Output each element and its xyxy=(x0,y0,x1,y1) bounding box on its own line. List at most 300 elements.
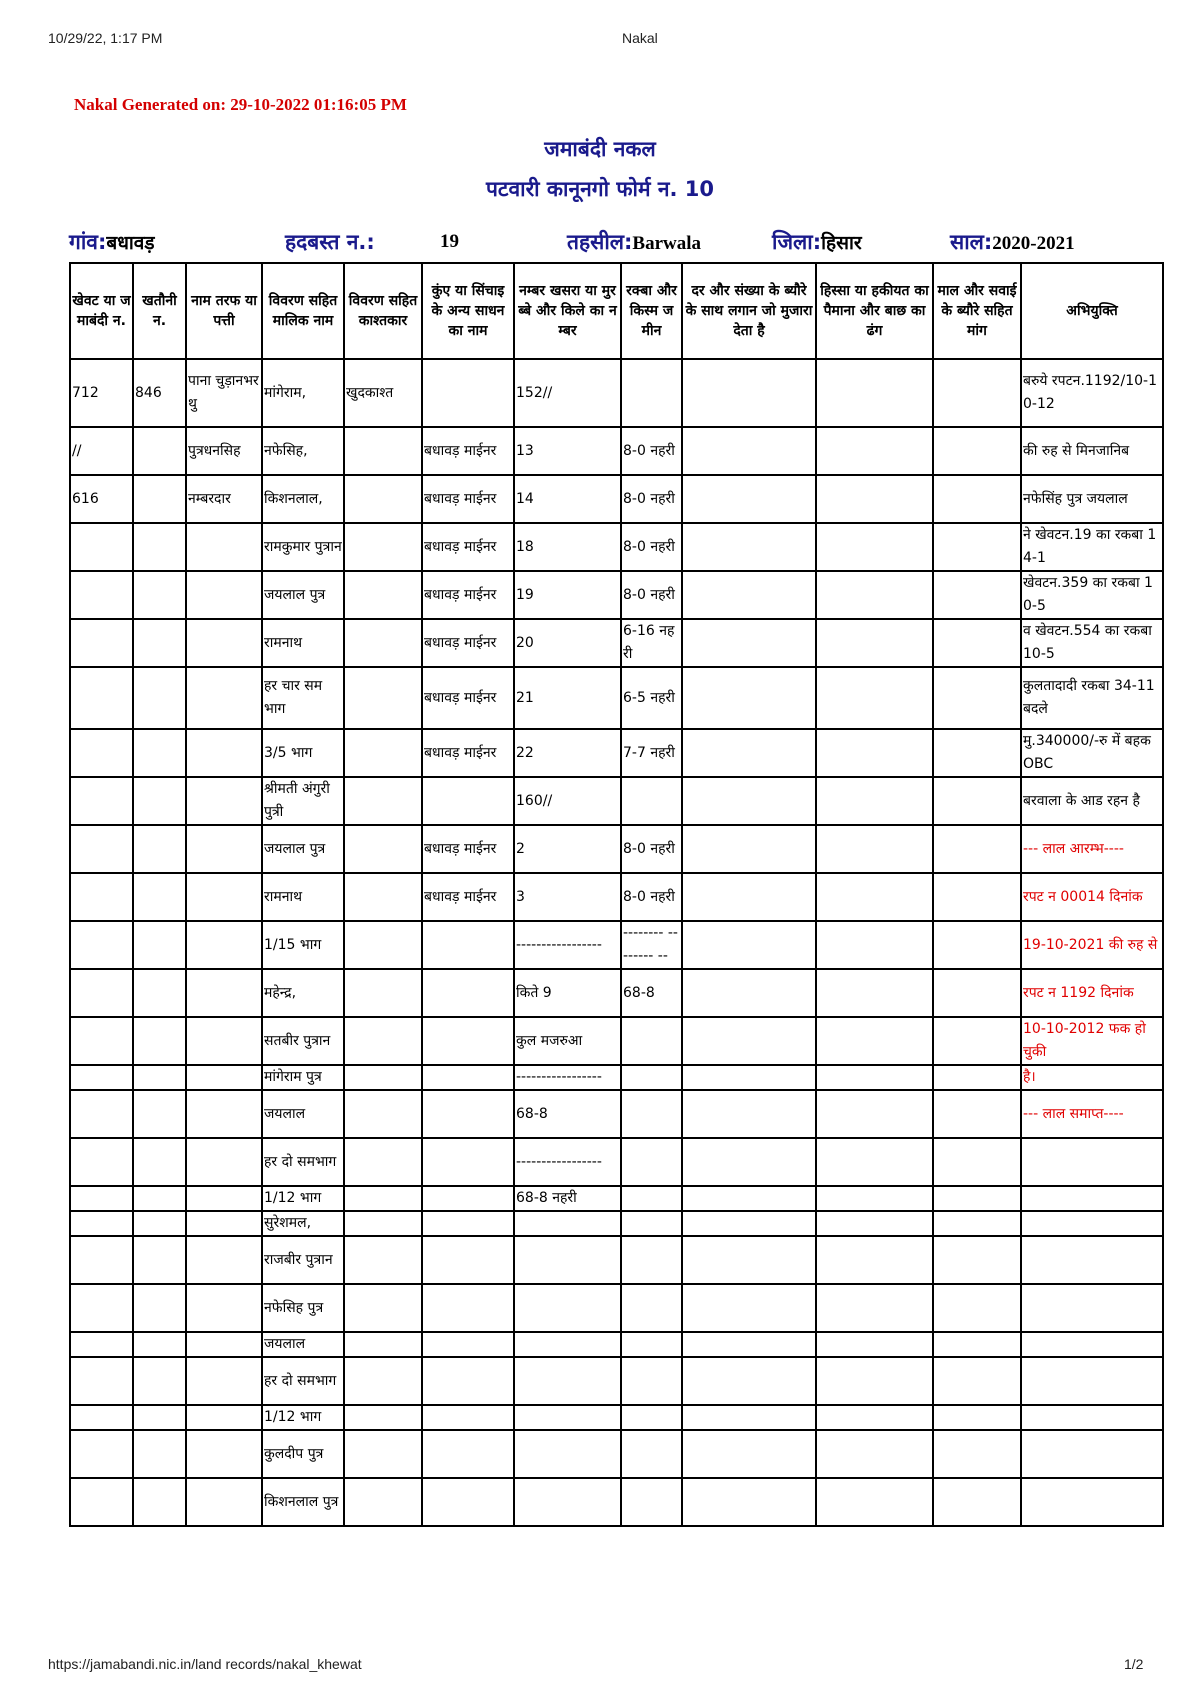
table-row xyxy=(70,359,1163,427)
year-field xyxy=(950,228,1075,256)
table-cell xyxy=(514,1211,621,1236)
table-cell xyxy=(133,1211,186,1236)
table-cell xyxy=(70,873,133,921)
table-row xyxy=(70,1357,1163,1405)
table-row xyxy=(70,1478,1163,1526)
table-cell xyxy=(933,1405,1021,1430)
table-cell xyxy=(422,1138,514,1186)
table-cell xyxy=(816,571,933,619)
table-cell: 712 xyxy=(70,359,133,427)
table-cell xyxy=(133,1065,186,1090)
table-cell: 8-0 नहरी xyxy=(621,475,682,523)
table-cell xyxy=(682,969,816,1017)
table-cell xyxy=(816,873,933,921)
table-cell xyxy=(933,1430,1021,1478)
table-cell xyxy=(70,921,133,969)
column-header: विवरण सहित काश्तकार xyxy=(344,263,422,359)
table-cell: 3/5 भाग xyxy=(262,729,344,777)
table-cell: बधावड़ माईनर xyxy=(422,825,514,873)
table-cell xyxy=(933,1478,1021,1526)
table-cell xyxy=(682,427,816,475)
table-cell: महेन्द्र, xyxy=(262,969,344,1017)
table-cell xyxy=(133,1090,186,1138)
table-cell xyxy=(621,1405,682,1430)
table-cell xyxy=(70,1478,133,1526)
tehsil-field xyxy=(567,228,701,256)
column-header: कुंए या सिंचाइ के अन्य साधन का नाम xyxy=(422,263,514,359)
table-cell: 8-0 नहरी xyxy=(621,825,682,873)
table-cell xyxy=(133,1138,186,1186)
table-cell: कुलदीप पुत्र xyxy=(262,1430,344,1478)
table-cell xyxy=(344,1090,422,1138)
table-cell: है। xyxy=(1021,1065,1163,1090)
table-cell: 68-8 xyxy=(514,1090,621,1138)
generated-timestamp: Nakal Generated on: 29-10-2022 01:16:05 PM xyxy=(74,95,407,114)
table-cell xyxy=(514,1284,621,1332)
village-field xyxy=(69,228,155,256)
table-row xyxy=(70,1065,1163,1090)
table-cell xyxy=(933,825,1021,873)
table-cell xyxy=(186,1478,262,1526)
table-cell xyxy=(933,777,1021,825)
table-cell xyxy=(682,1065,816,1090)
table-cell xyxy=(682,667,816,729)
column-header: नम्बर खसरा या मुरब्बे और किले का नम्बर xyxy=(514,263,621,359)
table-cell xyxy=(682,523,816,571)
table-cell: जयलाल xyxy=(262,1090,344,1138)
table-cell: 616 xyxy=(70,475,133,523)
hadbast-field xyxy=(285,228,375,256)
table-cell: खेवटन.359 का रकबा 10-5 xyxy=(1021,571,1163,619)
column-header: माल और सवाई के ब्यौरे सहित मांग xyxy=(933,263,1021,359)
table-cell xyxy=(816,1065,933,1090)
table-cell xyxy=(816,1430,933,1478)
table-cell xyxy=(133,667,186,729)
table-cell: बरवाला के आड रहन है xyxy=(1021,777,1163,825)
table-cell xyxy=(70,1236,133,1284)
table-cell xyxy=(186,1357,262,1405)
table-cell xyxy=(344,873,422,921)
table-cell: ----------------- xyxy=(514,1065,621,1090)
print-title: Nakal xyxy=(622,30,658,46)
table-cell xyxy=(933,921,1021,969)
table-cell xyxy=(621,1090,682,1138)
table-cell xyxy=(933,1332,1021,1357)
table-cell: 152// xyxy=(514,359,621,427)
table-cell: जयलाल पुत्र xyxy=(262,571,344,619)
table-cell xyxy=(344,777,422,825)
table-cell: किते 9 xyxy=(514,969,621,1017)
table-cell xyxy=(186,1138,262,1186)
table-cell xyxy=(682,777,816,825)
table-cell xyxy=(422,1284,514,1332)
hadbast-value: 19 xyxy=(440,231,459,252)
table-cell xyxy=(344,475,422,523)
table-cell: 19-10-2021 की रुह से xyxy=(1021,921,1163,969)
table-cell: 7-7 नहरी xyxy=(621,729,682,777)
table-cell xyxy=(70,523,133,571)
district-value: हिसार xyxy=(821,233,862,254)
table-cell xyxy=(186,825,262,873)
table-cell xyxy=(621,359,682,427)
table-cell xyxy=(133,1478,186,1526)
table-cell xyxy=(344,1065,422,1090)
table-row xyxy=(70,1405,1163,1430)
table-cell: 6-16 नहरी xyxy=(621,619,682,667)
column-header: हिस्सा या हकीयत का पैमाना और बाछ का ढंग xyxy=(816,263,933,359)
table-cell xyxy=(70,1357,133,1405)
table-cell xyxy=(621,1332,682,1357)
table-cell xyxy=(816,1017,933,1065)
table-cell xyxy=(186,921,262,969)
table-cell xyxy=(514,1332,621,1357)
table-cell xyxy=(422,1236,514,1284)
table-cell xyxy=(70,1186,133,1211)
table-cell xyxy=(70,1284,133,1332)
table-cell xyxy=(186,1430,262,1478)
table-cell xyxy=(816,825,933,873)
table-cell xyxy=(344,523,422,571)
table-cell xyxy=(186,1211,262,1236)
table-cell xyxy=(344,1430,422,1478)
table-cell xyxy=(186,1332,262,1357)
table-cell xyxy=(1021,1186,1163,1211)
print-datetime: 10/29/22, 1:17 PM xyxy=(48,30,163,46)
table-cell: 160// xyxy=(514,777,621,825)
table-cell xyxy=(816,729,933,777)
table-cell: सुरेशमल, xyxy=(262,1211,344,1236)
table-cell xyxy=(186,1405,262,1430)
table-cell xyxy=(186,969,262,1017)
table-cell xyxy=(344,1478,422,1526)
table-cell: ----------------- xyxy=(514,1138,621,1186)
table-row xyxy=(70,1090,1163,1138)
table-cell xyxy=(682,1357,816,1405)
tehsil-label: तहसील: xyxy=(567,230,633,254)
table-cell: जयलाल पुत्र xyxy=(262,825,344,873)
table-cell: खुदकाश्त xyxy=(344,359,422,427)
table-cell xyxy=(133,571,186,619)
table-cell xyxy=(682,1430,816,1478)
table-cell xyxy=(682,1186,816,1211)
table-cell xyxy=(933,873,1021,921)
table-cell xyxy=(816,1284,933,1332)
table-cell xyxy=(816,969,933,1017)
table-cell xyxy=(621,1430,682,1478)
table-cell xyxy=(933,523,1021,571)
table-cell xyxy=(422,777,514,825)
print-page-number: 1/2 xyxy=(1124,1656,1144,1672)
table-cell: नफेसिह पुत्र xyxy=(262,1284,344,1332)
table-cell: 8-0 नहरी xyxy=(621,571,682,619)
table-cell: 8-0 नहरी xyxy=(621,523,682,571)
table-cell xyxy=(621,1017,682,1065)
table-cell xyxy=(70,1332,133,1357)
table-cell: 2 xyxy=(514,825,621,873)
table-cell: 10-10-2012 फक हो चुकी xyxy=(1021,1017,1163,1065)
table-cell xyxy=(422,1211,514,1236)
table-cell: --- लाल आरम्भ---- xyxy=(1021,825,1163,873)
table-cell xyxy=(816,1211,933,1236)
table-cell: 846 xyxy=(133,359,186,427)
table-cell xyxy=(682,619,816,667)
table-cell: 8-0 नहरी xyxy=(621,873,682,921)
table-cell xyxy=(133,1284,186,1332)
table-cell xyxy=(514,1430,621,1478)
table-cell xyxy=(344,1332,422,1357)
table-cell: श्रीमती अंगुरी पुत्री xyxy=(262,777,344,825)
table-cell: रामनाथ xyxy=(262,873,344,921)
table-cell xyxy=(186,667,262,729)
table-cell xyxy=(344,1186,422,1211)
table-cell: बधावड़ माईनर xyxy=(422,619,514,667)
table-cell: बधावड़ माईनर xyxy=(422,667,514,729)
table-cell xyxy=(816,1138,933,1186)
table-cell xyxy=(422,1332,514,1357)
table-cell xyxy=(344,921,422,969)
table-row xyxy=(70,921,1163,969)
table-cell xyxy=(933,571,1021,619)
table-cell: 3 xyxy=(514,873,621,921)
form-subtitle: पटवारी कानूनगो फोर्म न. 10 xyxy=(485,177,715,201)
table-row xyxy=(70,1284,1163,1332)
table-cell xyxy=(70,1430,133,1478)
table-cell xyxy=(70,969,133,1017)
table-cell xyxy=(933,1017,1021,1065)
table-cell xyxy=(933,667,1021,729)
print-url: https://jamabandi.nic.in/land records/nakal_khewat xyxy=(48,1656,362,1672)
column-header: खतौनी न. xyxy=(133,263,186,359)
table-cell xyxy=(186,619,262,667)
table-cell xyxy=(344,1138,422,1186)
table-cell xyxy=(621,1138,682,1186)
tehsil-value: Barwala xyxy=(632,233,702,254)
table-cell xyxy=(133,1186,186,1211)
table-cell: राजबीर पुत्रान xyxy=(262,1236,344,1284)
table-cell xyxy=(621,777,682,825)
table-cell xyxy=(1021,1430,1163,1478)
table-cell xyxy=(344,1017,422,1065)
table-cell: 1/12 भाग xyxy=(262,1186,344,1211)
table-row xyxy=(70,969,1163,1017)
table-row xyxy=(70,523,1163,571)
table-cell: जयलाल xyxy=(262,1332,344,1357)
table-cell xyxy=(816,523,933,571)
table-row xyxy=(70,1236,1163,1284)
table-cell xyxy=(816,619,933,667)
table-cell xyxy=(422,921,514,969)
table-cell xyxy=(186,1284,262,1332)
table-cell xyxy=(70,1211,133,1236)
table-row xyxy=(70,571,1163,619)
table-cell: बधावड़ माईनर xyxy=(422,427,514,475)
table-cell: 21 xyxy=(514,667,621,729)
table-cell xyxy=(344,1357,422,1405)
hadbast-label: हदबस्त न.: xyxy=(285,230,375,254)
table-cell: 1/15 भाग xyxy=(262,921,344,969)
table-cell: 20 xyxy=(514,619,621,667)
table-cell: व खेवटन.554 का रकबा 10-5 xyxy=(1021,619,1163,667)
table-cell xyxy=(682,729,816,777)
table-cell xyxy=(186,729,262,777)
table-cell: 1/12 भाग xyxy=(262,1405,344,1430)
year-value: 2020-2021 xyxy=(992,233,1075,254)
table-cell xyxy=(816,1186,933,1211)
table-cell xyxy=(186,571,262,619)
table-cell xyxy=(682,873,816,921)
column-header: रक्बा और किस्म जमीन xyxy=(621,263,682,359)
table-cell xyxy=(682,475,816,523)
table-cell xyxy=(933,1236,1021,1284)
table-cell xyxy=(514,1478,621,1526)
table-cell: 6-5 नहरी xyxy=(621,667,682,729)
table-cell xyxy=(133,921,186,969)
table-cell xyxy=(133,1430,186,1478)
table-cell xyxy=(682,825,816,873)
table-cell xyxy=(621,1186,682,1211)
table-cell: 14 xyxy=(514,475,621,523)
table-cell xyxy=(621,1236,682,1284)
year-label: साल: xyxy=(950,230,993,254)
table-cell: बरुये रपटन.1192/10-10-12 xyxy=(1021,359,1163,427)
table-cell: बधावड़ माईनर xyxy=(422,475,514,523)
table-cell xyxy=(344,427,422,475)
table-cell xyxy=(186,777,262,825)
table-row xyxy=(70,1211,1163,1236)
table-cell xyxy=(186,1017,262,1065)
table-cell xyxy=(133,1357,186,1405)
table-cell: नफेसिंह पुत्र जयलाल xyxy=(1021,475,1163,523)
table-cell: 19 xyxy=(514,571,621,619)
table-cell xyxy=(682,1405,816,1430)
table-cell xyxy=(816,1332,933,1357)
column-header: खेवट या जमाबंदी न. xyxy=(70,263,133,359)
table-cell xyxy=(682,571,816,619)
table-cell xyxy=(186,873,262,921)
jamabandi-table xyxy=(69,262,1164,1527)
table-cell: --- लाल समाप्त---- xyxy=(1021,1090,1163,1138)
table-cell: कुल मजरुआ xyxy=(514,1017,621,1065)
table-cell xyxy=(1021,1332,1163,1357)
table-cell xyxy=(70,1405,133,1430)
table-cell: नम्बरदार xyxy=(186,475,262,523)
table-cell xyxy=(816,1405,933,1430)
table-cell xyxy=(422,1186,514,1211)
table-row xyxy=(70,825,1163,873)
table-cell xyxy=(70,1090,133,1138)
table-cell xyxy=(621,1357,682,1405)
table-cell: बधावड़ माईनर xyxy=(422,729,514,777)
table-cell: मांगेराम, xyxy=(262,359,344,427)
table-row xyxy=(70,873,1163,921)
table-cell xyxy=(422,1065,514,1090)
table-cell xyxy=(816,777,933,825)
table-cell xyxy=(621,1065,682,1090)
table-cell xyxy=(422,969,514,1017)
table-row xyxy=(70,619,1163,667)
table-cell xyxy=(133,619,186,667)
table-cell xyxy=(682,1138,816,1186)
table-cell: 68-8 xyxy=(621,969,682,1017)
table-cell xyxy=(514,1405,621,1430)
table-cell xyxy=(70,777,133,825)
table-cell xyxy=(514,1236,621,1284)
table-cell xyxy=(1021,1138,1163,1186)
table-cell xyxy=(933,1138,1021,1186)
table-row xyxy=(70,777,1163,825)
table-row xyxy=(70,1332,1163,1357)
table-cell: हर चार समभाग xyxy=(262,667,344,729)
table-cell xyxy=(621,1478,682,1526)
table-cell xyxy=(186,1065,262,1090)
table-cell xyxy=(1021,1478,1163,1526)
table-cell xyxy=(186,1236,262,1284)
table-cell xyxy=(682,1236,816,1284)
table-cell xyxy=(1021,1284,1163,1332)
table-cell xyxy=(422,1478,514,1526)
table-row xyxy=(70,667,1163,729)
table-cell xyxy=(344,571,422,619)
village-label: गांव: xyxy=(69,230,107,254)
table-cell xyxy=(933,1090,1021,1138)
district-field xyxy=(772,228,862,256)
table-cell: रामकुमार पुत्रान xyxy=(262,523,344,571)
table-cell xyxy=(1021,1211,1163,1236)
table-cell xyxy=(133,427,186,475)
table-cell: पुत्रधनसिह xyxy=(186,427,262,475)
table-cell xyxy=(816,1236,933,1284)
table-cell xyxy=(682,1090,816,1138)
table-cell xyxy=(422,1430,514,1478)
table-cell xyxy=(682,1332,816,1357)
table-cell: रपट न 1192 दिनांक xyxy=(1021,969,1163,1017)
table-cell xyxy=(422,359,514,427)
table-cell: किशनलाल पुत्र xyxy=(262,1478,344,1526)
table-cell: हर दो समभाग xyxy=(262,1138,344,1186)
table-cell: की रुह से मिनजानिब xyxy=(1021,427,1163,475)
table-cell xyxy=(933,427,1021,475)
table-cell: 22 xyxy=(514,729,621,777)
page-title: जमाबंदी नकल xyxy=(544,137,656,161)
table-cell xyxy=(816,475,933,523)
table-cell xyxy=(422,1405,514,1430)
table-cell xyxy=(933,729,1021,777)
table-cell xyxy=(816,1357,933,1405)
table-cell xyxy=(682,921,816,969)
table-cell: मांगेराम पुत्र xyxy=(262,1065,344,1090)
table-cell xyxy=(133,1017,186,1065)
table-cell: बधावड़ माईनर xyxy=(422,571,514,619)
village-value: बधावड़ xyxy=(106,233,155,254)
column-header: नाम तरफ या पत्ती xyxy=(186,263,262,359)
table-cell: -------- -------- -- xyxy=(621,921,682,969)
table-row xyxy=(70,729,1163,777)
table-cell: हर दो समभाग xyxy=(262,1357,344,1405)
table-cell xyxy=(133,825,186,873)
table-cell xyxy=(344,619,422,667)
table-cell xyxy=(70,825,133,873)
table-cell xyxy=(933,619,1021,667)
table-cell: कुलतादादी रकबा 34-11 बदले xyxy=(1021,667,1163,729)
table-cell xyxy=(186,1090,262,1138)
table-cell xyxy=(344,1284,422,1332)
table-cell xyxy=(816,1090,933,1138)
table-cell xyxy=(933,1284,1021,1332)
column-header: अभियुक्ति xyxy=(1021,263,1163,359)
table-cell xyxy=(621,1211,682,1236)
table-cell: रामनाथ xyxy=(262,619,344,667)
table-cell: सतबीर पुत्रान xyxy=(262,1017,344,1065)
